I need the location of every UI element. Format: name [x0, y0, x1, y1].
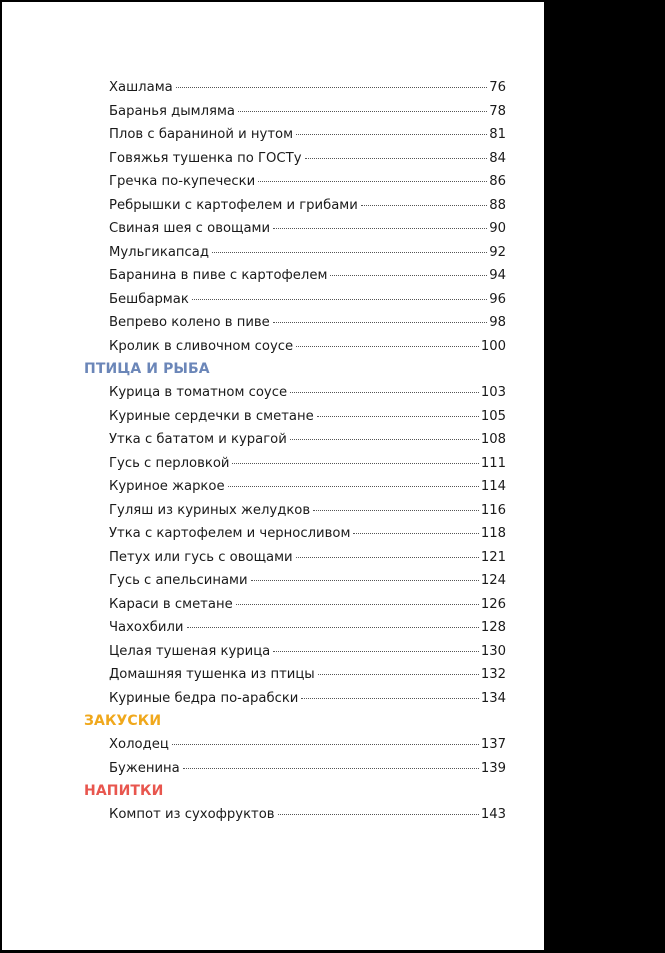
toc-entry[interactable]: [82, 803, 506, 827]
entry-page-number: 86: [489, 174, 506, 189]
entry-page-number: 88: [489, 197, 506, 213]
entry-title: Компот из сухофруктов: [109, 807, 275, 822]
toc-entry[interactable]: [82, 288, 506, 312]
entry-page-number: 114: [480, 479, 506, 494]
entry-page-number: 143: [480, 807, 506, 822]
toc-entry[interactable]: [82, 76, 506, 100]
dot-leader: [353, 533, 478, 534]
toc-entry[interactable]: [82, 687, 506, 711]
toc-entry[interactable]: [82, 428, 506, 452]
dot-leader: [183, 768, 479, 769]
dot-leader: [278, 814, 479, 815]
entry-page-number: 92: [489, 244, 506, 260]
toc-entry[interactable]: [82, 757, 506, 781]
entry-title: Вепрево колено в пиве: [109, 315, 270, 330]
toc-entry[interactable]: [82, 522, 506, 546]
section-heading: ПТИЦА И РЫБА: [84, 361, 210, 377]
toc-entry[interactable]: [82, 217, 506, 241]
entry-title: Курица в томатном соусе: [109, 385, 288, 400]
entry-page-number: 78: [489, 103, 506, 119]
toc-entry[interactable]: [82, 100, 506, 124]
toc-entry[interactable]: [82, 123, 506, 147]
dot-leader: [232, 463, 478, 464]
entry-title: Ребрышки с картофелем и грибами: [109, 197, 358, 213]
toc-entry[interactable]: [82, 640, 506, 664]
toc-entry[interactable]: [82, 733, 506, 757]
entry-title: Гречка по-купечески: [109, 174, 256, 189]
entry-title: Бешбармак: [109, 291, 189, 307]
entry-title: Домашняя тушенка из птицы: [109, 667, 315, 682]
entry-title: Утка с бататом и курагой: [109, 432, 287, 447]
entry-page-number: 84: [489, 150, 506, 166]
dot-leader: [236, 604, 479, 605]
entry-title: Гуляш из куриных желудков: [109, 502, 311, 518]
dot-leader: [258, 181, 487, 182]
entry-page-number: 137: [480, 737, 506, 752]
dot-leader: [192, 299, 487, 300]
entry-page-number: 134: [480, 690, 506, 706]
toc-entry[interactable]: [82, 264, 506, 288]
entry-title: Куриные сердечки в сметане: [109, 408, 314, 424]
dot-leader: [330, 275, 487, 276]
toc-entry[interactable]: [82, 170, 506, 194]
dot-leader: [273, 228, 487, 229]
dot-leader: [176, 87, 487, 88]
dot-leader: [212, 252, 487, 253]
entry-page-number: 108: [480, 432, 506, 447]
entry-page-number: 94: [489, 268, 506, 283]
dot-leader: [296, 134, 487, 135]
dot-leader: [305, 158, 488, 159]
dot-leader: [296, 346, 479, 347]
section-heading: ЗАКУСКИ: [84, 713, 162, 729]
entry-page-number: 121: [480, 549, 506, 565]
entry-page-number: 126: [480, 596, 506, 612]
entry-page-number: 132: [480, 667, 506, 682]
entry-title: Баранья дымляма: [109, 103, 235, 119]
entry-page-number: 139: [480, 760, 506, 776]
entry-title: Кролик в сливочном соусе: [109, 338, 294, 354]
entry-title: Петух или гусь с овощами: [109, 549, 293, 565]
dot-leader: [172, 744, 479, 745]
toc-entry[interactable]: [82, 381, 506, 405]
dot-leader: [238, 111, 487, 112]
entry-title: Гусь с апельсинами: [109, 573, 248, 588]
entry-title: Куриное жаркое: [109, 479, 225, 494]
toc-section: [82, 780, 506, 827]
entry-title: Холодец: [109, 737, 169, 752]
dot-leader: [228, 486, 479, 487]
dot-leader: [290, 439, 479, 440]
entry-page-number: 111: [480, 455, 506, 471]
toc-entry[interactable]: [82, 593, 506, 617]
toc-entry[interactable]: [82, 194, 506, 218]
entry-page-number: 103: [480, 385, 506, 400]
toc-entry[interactable]: [82, 147, 506, 171]
entry-title: Караси в сметане: [109, 596, 233, 612]
entry-title: Утка с картофелем и черносливом: [109, 526, 351, 541]
toc-entry[interactable]: [82, 452, 506, 476]
entry-page-number: 118: [480, 526, 506, 541]
table-of-contents: [82, 76, 506, 827]
entry-title: Мульгикапсад: [109, 244, 210, 260]
dot-leader: [317, 416, 479, 417]
toc-entry[interactable]: [82, 311, 506, 335]
toc-entry[interactable]: [82, 546, 506, 570]
dot-leader: [313, 510, 479, 511]
entry-title: Хашлама: [109, 80, 173, 95]
dot-leader: [273, 322, 487, 323]
entry-page-number: 128: [480, 620, 506, 635]
entry-page-number: 124: [480, 573, 506, 588]
dot-leader: [301, 698, 478, 699]
entry-title: Целая тушеная курица: [109, 643, 271, 659]
section-heading: НАПИТКИ: [84, 783, 164, 799]
toc-entry[interactable]: [82, 663, 506, 687]
entry-page-number: 90: [489, 221, 506, 236]
dot-leader: [187, 627, 479, 628]
dot-leader: [296, 557, 479, 558]
entry-title: Буженина: [109, 760, 180, 776]
toc-entry[interactable]: [82, 335, 506, 359]
dot-leader: [290, 392, 479, 393]
dot-leader: [273, 651, 479, 652]
toc-section: [82, 76, 506, 358]
entry-page-number: 96: [489, 291, 506, 307]
entry-title: Куриные бедра по-арабски: [109, 690, 299, 706]
toc-entry[interactable]: [82, 241, 506, 265]
entry-title: Говяжья тушенка по ГОСТу: [109, 150, 302, 166]
entry-title: Плов с бараниной и нутом: [109, 127, 294, 142]
toc-entry[interactable]: [82, 616, 506, 640]
book-page: [2, 2, 544, 950]
toc-entry[interactable]: [82, 569, 506, 593]
entry-title: Свиная шея с овощами: [109, 221, 271, 236]
entry-page-number: 105: [480, 408, 506, 424]
toc-entry[interactable]: [82, 499, 506, 523]
dot-leader: [251, 580, 479, 581]
entry-title: Баранина в пиве с картофелем: [109, 268, 328, 283]
toc-entry[interactable]: [82, 475, 506, 499]
dot-leader: [318, 674, 479, 675]
entry-page-number: 116: [480, 502, 506, 518]
toc-section: [82, 710, 506, 780]
entry-page-number: 130: [480, 643, 506, 659]
entry-page-number: 98: [489, 315, 506, 330]
entry-title: Гусь с перловкой: [109, 455, 230, 471]
dot-leader: [361, 205, 487, 206]
entry-page-number: 100: [480, 338, 506, 354]
entry-page-number: 81: [489, 127, 506, 142]
entry-title: Чахохбили: [109, 620, 184, 635]
entry-page-number: 76: [489, 80, 506, 95]
toc-section: [82, 358, 506, 710]
toc-entry[interactable]: [82, 405, 506, 429]
